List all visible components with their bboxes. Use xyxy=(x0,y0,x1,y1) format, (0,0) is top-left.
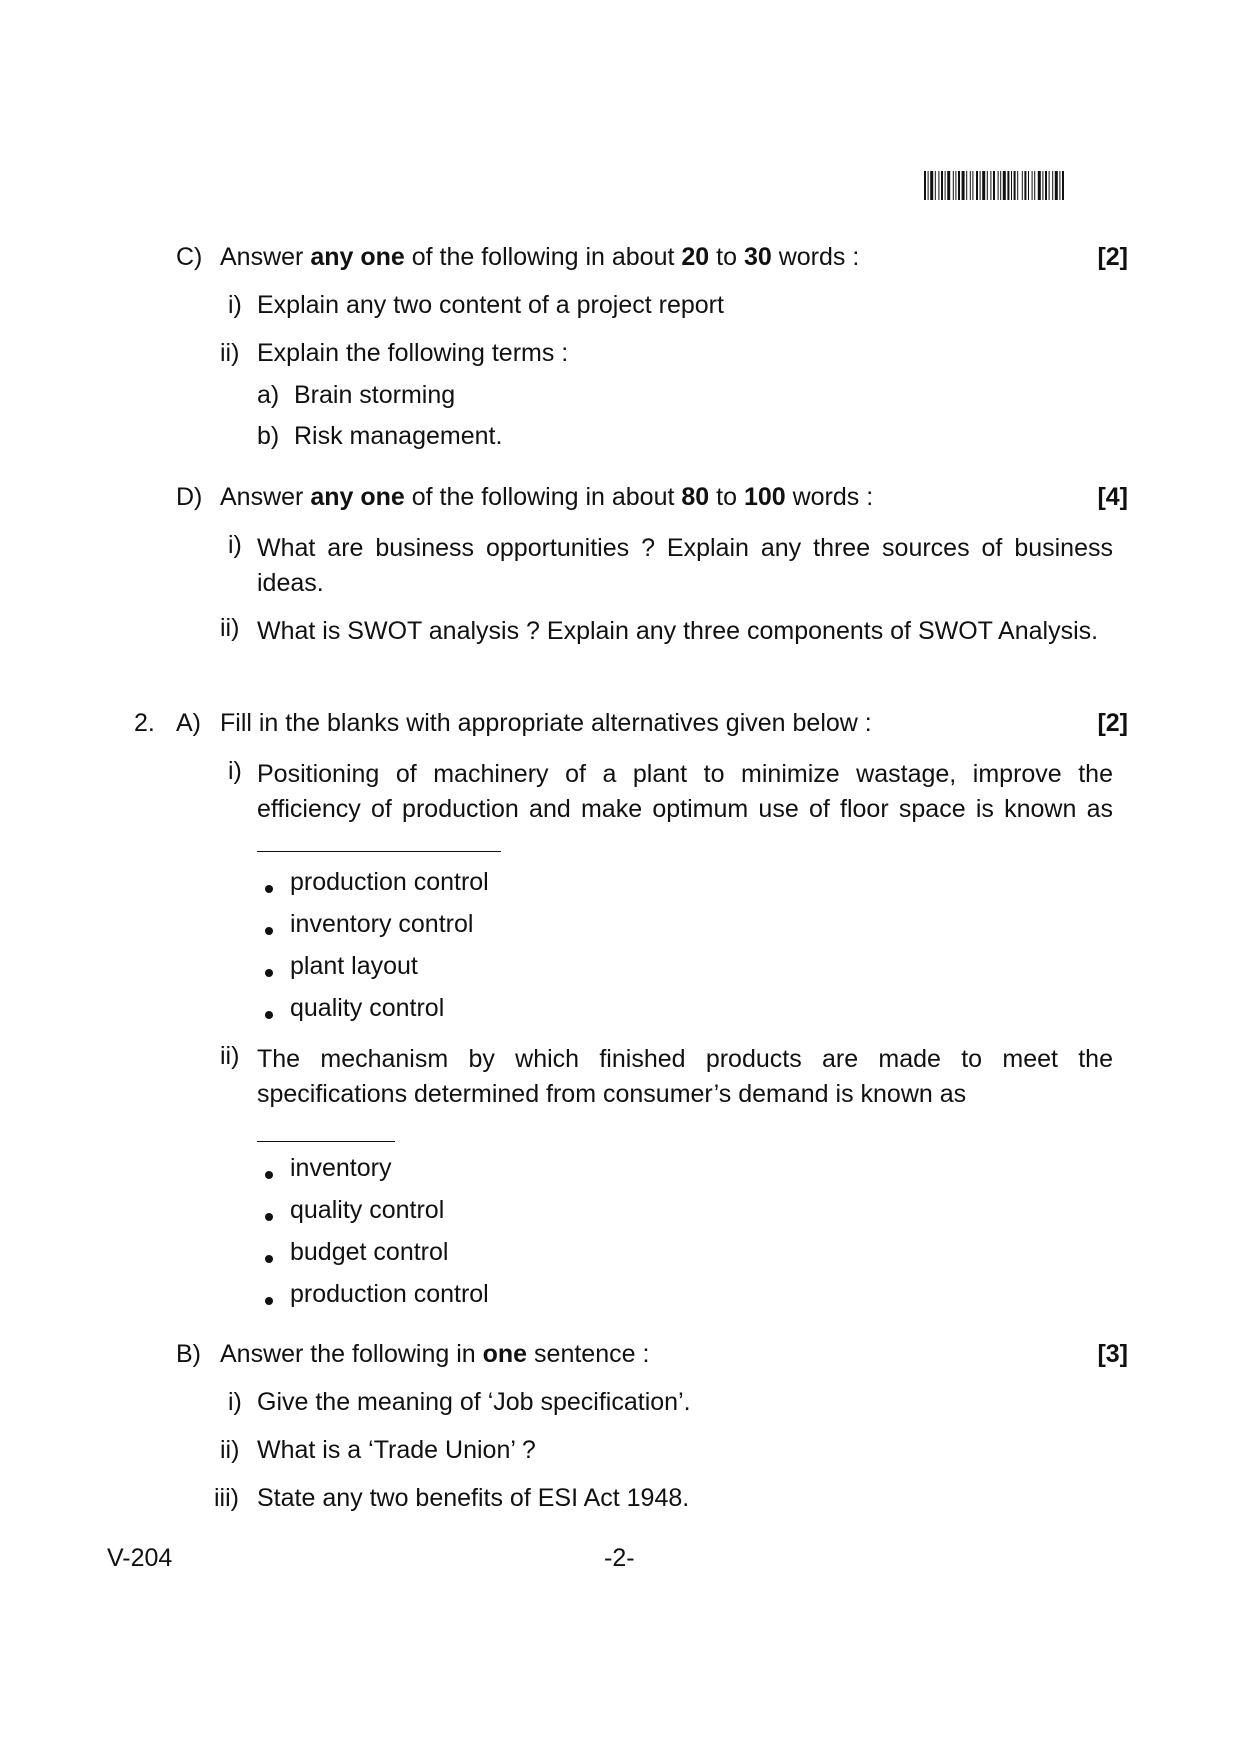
section-c-q1-text: Explain any two content of a project report xyxy=(257,291,724,319)
section-c-q2-number: ii) xyxy=(220,339,240,367)
section-c-q2a-text: Brain storming xyxy=(294,381,456,409)
section-c-instruction: Answer any one of the following in about 20 to 30 words : xyxy=(220,243,860,271)
bullet-icon xyxy=(265,927,273,935)
q2b-ii-number: ii) xyxy=(220,1436,240,1464)
bullet-icon xyxy=(265,969,273,977)
section-d-instruction: Answer any one of the following in about 80 to 100 words : xyxy=(220,483,874,511)
section-c-q2b-number: b) xyxy=(257,422,280,450)
q2a-i-option-4: quality control xyxy=(265,994,444,1023)
q2a-label: A) xyxy=(176,709,201,737)
q2b-iii-number: iii) xyxy=(214,1484,239,1512)
bullet-icon xyxy=(265,1297,273,1305)
question-2-number: 2. xyxy=(134,709,155,737)
bullet-icon xyxy=(265,1011,273,1019)
bullet-icon xyxy=(265,885,273,893)
q2a-ii-option-2: quality control xyxy=(265,1196,444,1225)
q2a-instruction: Fill in the blanks with appropriate alternatives given below : xyxy=(220,709,872,737)
q2b-iii-text: State any two benefits of ESI Act 1948. xyxy=(257,1484,690,1512)
section-d-label: D) xyxy=(176,483,203,511)
section-c-label: C) xyxy=(176,243,203,271)
q2a-i-option-3: plant layout xyxy=(265,952,418,981)
q2a-ii-question: The mechanism by which finished products are made to meet the specifications determined from consumer’s demand is known as xyxy=(257,1045,1113,1108)
bullet-icon xyxy=(265,1171,273,1179)
q2a-marks: [2] xyxy=(1097,709,1128,737)
section-c-q2b-text: Risk management. xyxy=(294,422,503,450)
q2a-i-question: Positioning of machinery of a plant to minimize wastage, improve the efficiency of production and make optimum use of floor space is known as xyxy=(257,757,1113,862)
q2a-ii-option-4: production control xyxy=(265,1280,489,1309)
paper-code: V-204 xyxy=(107,1544,173,1572)
section-d-q1-number: i) xyxy=(228,531,242,559)
q2a-i-number: i) xyxy=(228,757,242,785)
q2b-instruction: Answer the following in one sentence : xyxy=(220,1340,650,1368)
q2a-ii-option-3: budget control xyxy=(265,1238,448,1267)
section-c-marks: [2] xyxy=(1097,243,1128,271)
section-d-q2-number: ii) xyxy=(220,614,240,642)
bullet-icon xyxy=(265,1255,273,1263)
section-d-marks: [4] xyxy=(1097,483,1128,511)
q2a-ii-option-1: inventory xyxy=(265,1154,391,1183)
section-d-q2-text: What is SWOT analysis ? Explain any three components of SWOT Analysis. xyxy=(257,617,1099,645)
q2b-ii-text: What is a ‘Trade Union’ ? xyxy=(257,1436,536,1464)
bullet-icon xyxy=(265,1213,273,1221)
q2a-ii-number: ii) xyxy=(220,1042,240,1070)
answer-blank xyxy=(257,1121,395,1142)
answer-blank xyxy=(257,831,501,852)
page-number: -2- xyxy=(604,1544,635,1572)
q2a-i-option-2: inventory control xyxy=(265,910,473,939)
q2a-i-option-1: production control xyxy=(265,868,489,897)
q2b-i-text: Give the meaning of ‘Job specification’. xyxy=(257,1388,691,1416)
q2b-label: B) xyxy=(176,1340,201,1368)
barcode-image xyxy=(924,171,1136,200)
q2b-i-number: i) xyxy=(228,1388,242,1416)
section-c-q2a-number: a) xyxy=(257,381,280,409)
section-c-q2-text: Explain the following terms : xyxy=(257,339,569,367)
section-d-q1-text: What are business opportunities ? Explain any three sources of business ideas. xyxy=(257,534,1113,597)
section-c-q1-number: i) xyxy=(228,291,242,319)
q2b-marks: [3] xyxy=(1097,1340,1128,1368)
